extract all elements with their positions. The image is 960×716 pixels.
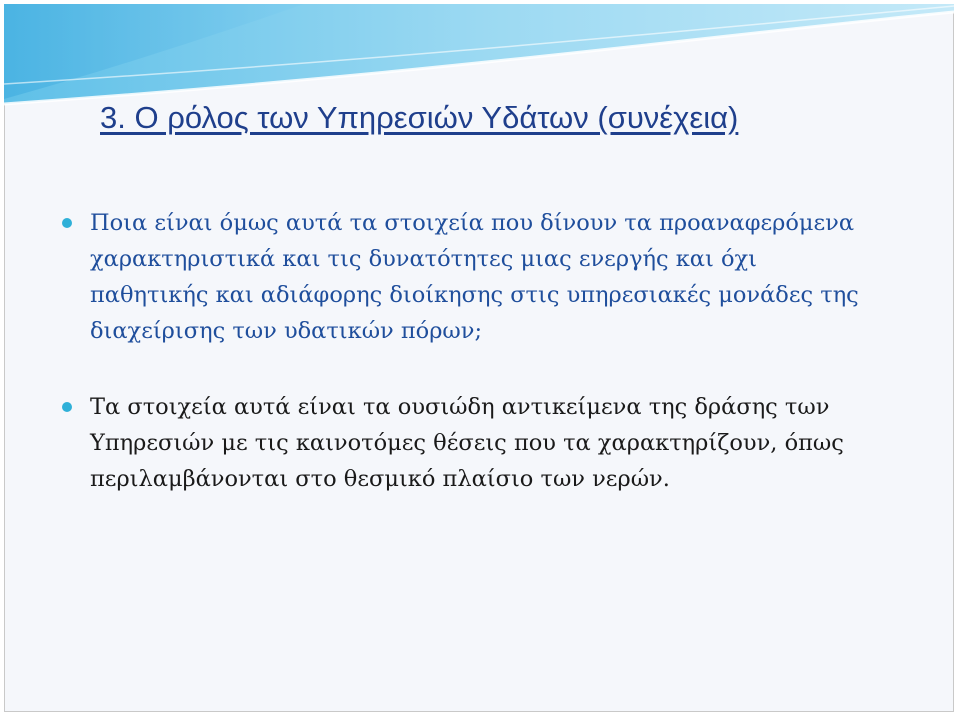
bullet-item xyxy=(62,205,882,349)
bullet-text: Τα στοιχεία αυτά είναι τα ουσιώδη αντικείμενα της δράσης των Υπηρεσιών με τις καινοτόμες θέσεις που τα χαρακτηρίζουν, όπως περιλαμβάνονται στο θεσμικό πλαίσιο των νερών. xyxy=(90,394,844,492)
header-wave-decoration xyxy=(4,4,954,114)
bullet-marker-icon xyxy=(62,218,72,228)
bullet-text: Ποια είναι όμως αυτά τα στοιχεία που δίνουν τα προαναφερόμενα χαρακτηριστικά και τις δυνατότητες μιας ενεργής και όχι παθητικής και αδιάφορης διοίκησης στις υπηρεσιακές μονάδες της διαχείρισης των υδατικών πόρων; xyxy=(90,210,859,344)
bullet-marker-icon xyxy=(62,402,72,412)
bullet-list xyxy=(62,205,882,537)
slide-title: 3. Ο ρόλος των Υπηρεσιών Υδάτων (συνέχεια) xyxy=(100,100,739,135)
bullet-item xyxy=(62,389,882,497)
